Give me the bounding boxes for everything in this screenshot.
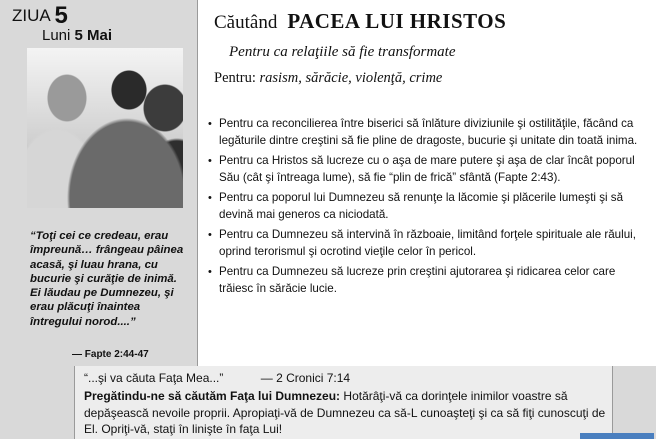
prayer-item: • Pentru ca Dumnezeu să lucreze prin creştini ajutorarea şi ridicarea celor care trăiesc în sărăcie lucie. — [206, 264, 646, 297]
date-prefix: Luni — [42, 27, 71, 44]
people-embracing-photo — [27, 48, 183, 208]
sidebar-quote: “Toţi cei ce credeau, erau împreună… frângeau pâinea acasă, şi luau hrana, cu bucurie şi curăţie de inimă. Ei lăudau pe Dumnezeu, şi erau plăcuţi înaintea întregului norod....” — [30, 230, 184, 328]
prayer-item: • Pentru ca Dumnezeu să intervină în războaie, limitând forţele spirituale ale răului, oprind terorismul şi ocrotind vieţile celor în pericol. — [206, 227, 646, 260]
page-subtitle: Pentru ca relaţiile să fie transformate — [229, 44, 456, 60]
preparation-text — [84, 388, 609, 438]
title-main: PACEA LUI HRISTOS — [287, 9, 507, 33]
title-prefix: Căutând — [214, 12, 278, 33]
preparation-heading: Pregătindu-ne să căutăm Faţa lui Dumnezeu: — [84, 389, 341, 403]
day-number: 5 — [54, 2, 68, 29]
day-label — [12, 2, 68, 30]
page-title — [214, 9, 506, 34]
sidebar-quote-reference: — Fapte 2:44-47 — [72, 349, 149, 360]
date-value: 5 Mai — [74, 27, 113, 44]
preparation-body: Hotărâţi-vă ca dorinţele inimilor voastre să depăşească nevoile proprii. Apropiaţi-vă de Dumnezeu ca să-L cunoaşteţi şi ca să fiţi cunoscuţi de El. Opriţi-vă, staţi în linişte în faţa Lui! — [84, 389, 606, 437]
prayer-item: • Pentru ca poporul lui Dumnezeu să renunţe la lăcomie şi plăcerile lumeşti şi să devină mai generos ca niciodată. — [206, 190, 646, 223]
prayer-item: • Pentru ca reconcilierea între biserici să înlăture diviziunile şi ostilităţile, făcând ca legăturile dintre creştini să fie pline de dragoste, bucurie şi unitate din toată inima. — [206, 116, 646, 149]
verse-reference: — 2 Cronici 7:14 — [260, 371, 351, 385]
for-label: Pentru: — [214, 70, 256, 86]
date-label — [42, 27, 112, 44]
corner-accent — [580, 433, 654, 439]
verse-text: “...şi va căuta Faţa Mea...” — [84, 371, 224, 385]
footer-verse — [84, 371, 350, 385]
day-word: ZIUA — [12, 6, 50, 25]
prayer-item: • Pentru ca Hristos să lucreze cu o aşa de mare putere şi aşa de clar încât poporul Său (cât şi întreaga lume), să fie “plin de frică” sfântă (Fapte 2:43). — [206, 153, 646, 186]
for-topics: rasism, sărăcie, violenţă, crime — [259, 70, 443, 86]
for-topics-line — [214, 70, 442, 87]
prayer-list — [206, 116, 646, 301]
